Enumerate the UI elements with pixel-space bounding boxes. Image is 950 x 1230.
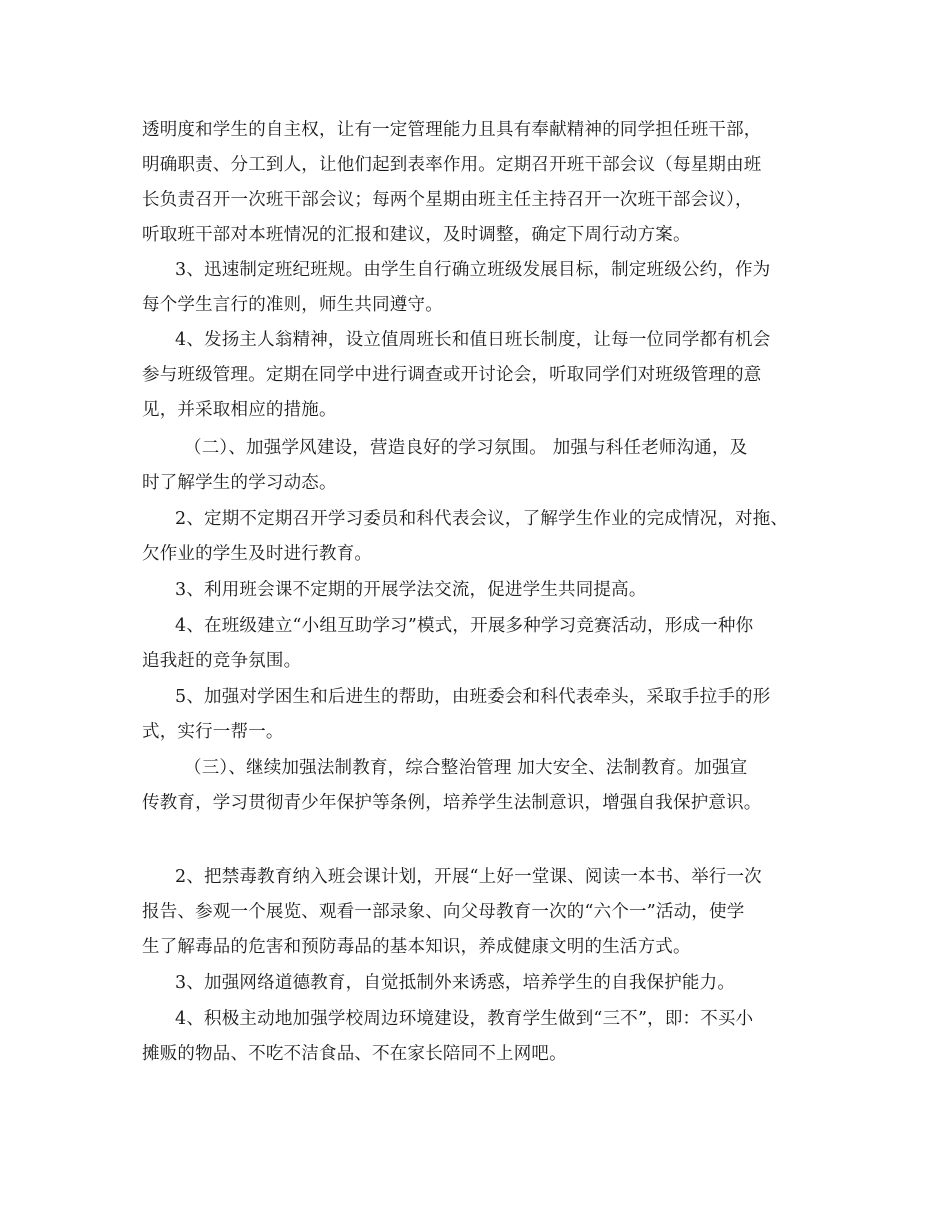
text-line: 传教育，学习贯彻青少年保护等条例，培养学生法制意识，增强自我保护意识。 <box>142 793 762 813</box>
text-line: 4、发扬主人翁精神，设立值周班长和值日班长制度，让每一位同学都有机会 <box>175 330 771 350</box>
text-line: 3、利用班会课不定期的开展学法交流，促进学生共同提高。 <box>175 580 647 600</box>
text-line: 摊贩的物品、不吃不洁食品、不在家长陪同不上网吧。 <box>142 1044 567 1064</box>
text-line: 4、积极主动地加强学校周边环境建设，教育学生做到“三不”，即：不买小 <box>175 1009 754 1029</box>
text-line: 4、在班级建立“小组互助学习”模式，开展多种学习竞赛活动，形成一种你 <box>175 616 754 636</box>
text-line: 每个学生言行的准则，师生共同遵守。 <box>142 295 443 315</box>
text-line: 长负责召开一次班干部会议；每两个星期由班主任主持召开一次班干部会议）， <box>142 190 753 210</box>
text-line: 见，并采取相应的措施。 <box>142 400 337 420</box>
text-line: 时了解学生的学习动态。 <box>142 473 337 493</box>
section-heading: （三）、继续加强法制教育，综合整治管理 加大安全、法制教育。加强宣 <box>184 758 748 778</box>
section-heading: （二）、加强学风建设，营造良好的学习氛围。 加强与科任老师沟通，及 <box>184 438 748 458</box>
text-line: 听取班干部对本班情况的汇报和建议，及时调整，确定下周行动方案。 <box>142 225 691 245</box>
text-line: 透明度和学生的自主权，让有一定管理能力且具有奉献精神的同学担任班干部， <box>142 120 762 140</box>
text-line: 追我赶的竞争氛围。 <box>142 651 302 671</box>
text-line: 报告、参观一个展览、观看一部录象、向父母教育一次的“六个一”活动，使学 <box>142 902 745 922</box>
text-line: 5、加强对学困生和后进生的帮助，由班委会和科代表牵头，采取手拉手的形 <box>175 687 771 707</box>
text-line: 式，实行一帮一。 <box>142 722 284 742</box>
text-line: 生了解毒品的危害和预防毒品的基本知识，养成健康文明的生活方式。 <box>142 937 691 957</box>
text-line: 3、加强网络道德教育，自觉抵制外来诱惑，培养学生的自我保护能力。 <box>175 973 736 993</box>
text-line: 3、迅速制定班纪班规。由学生自行确立班级发展目标，制定班级公约，作为 <box>175 260 771 280</box>
text-line: 参与班级管理。定期在同学中进行调查或开讨论会，听取同学们对班级管理的意 <box>142 365 762 385</box>
text-line: 2、定期不定期召开学习委员和科代表会议，了解学生作业的完成情况，对拖、 <box>175 509 789 529</box>
text-line: 欠作业的学生及时进行教育。 <box>142 544 373 564</box>
text-line: 2、把禁毒教育纳入班会课计划，开展“上好一堂课、阅读一本书、举行一次 <box>175 867 762 887</box>
text-line: 明确职责、分工到人，让他们起到表率作用。定期召开班干部会议（每星期由班 <box>142 155 762 175</box>
